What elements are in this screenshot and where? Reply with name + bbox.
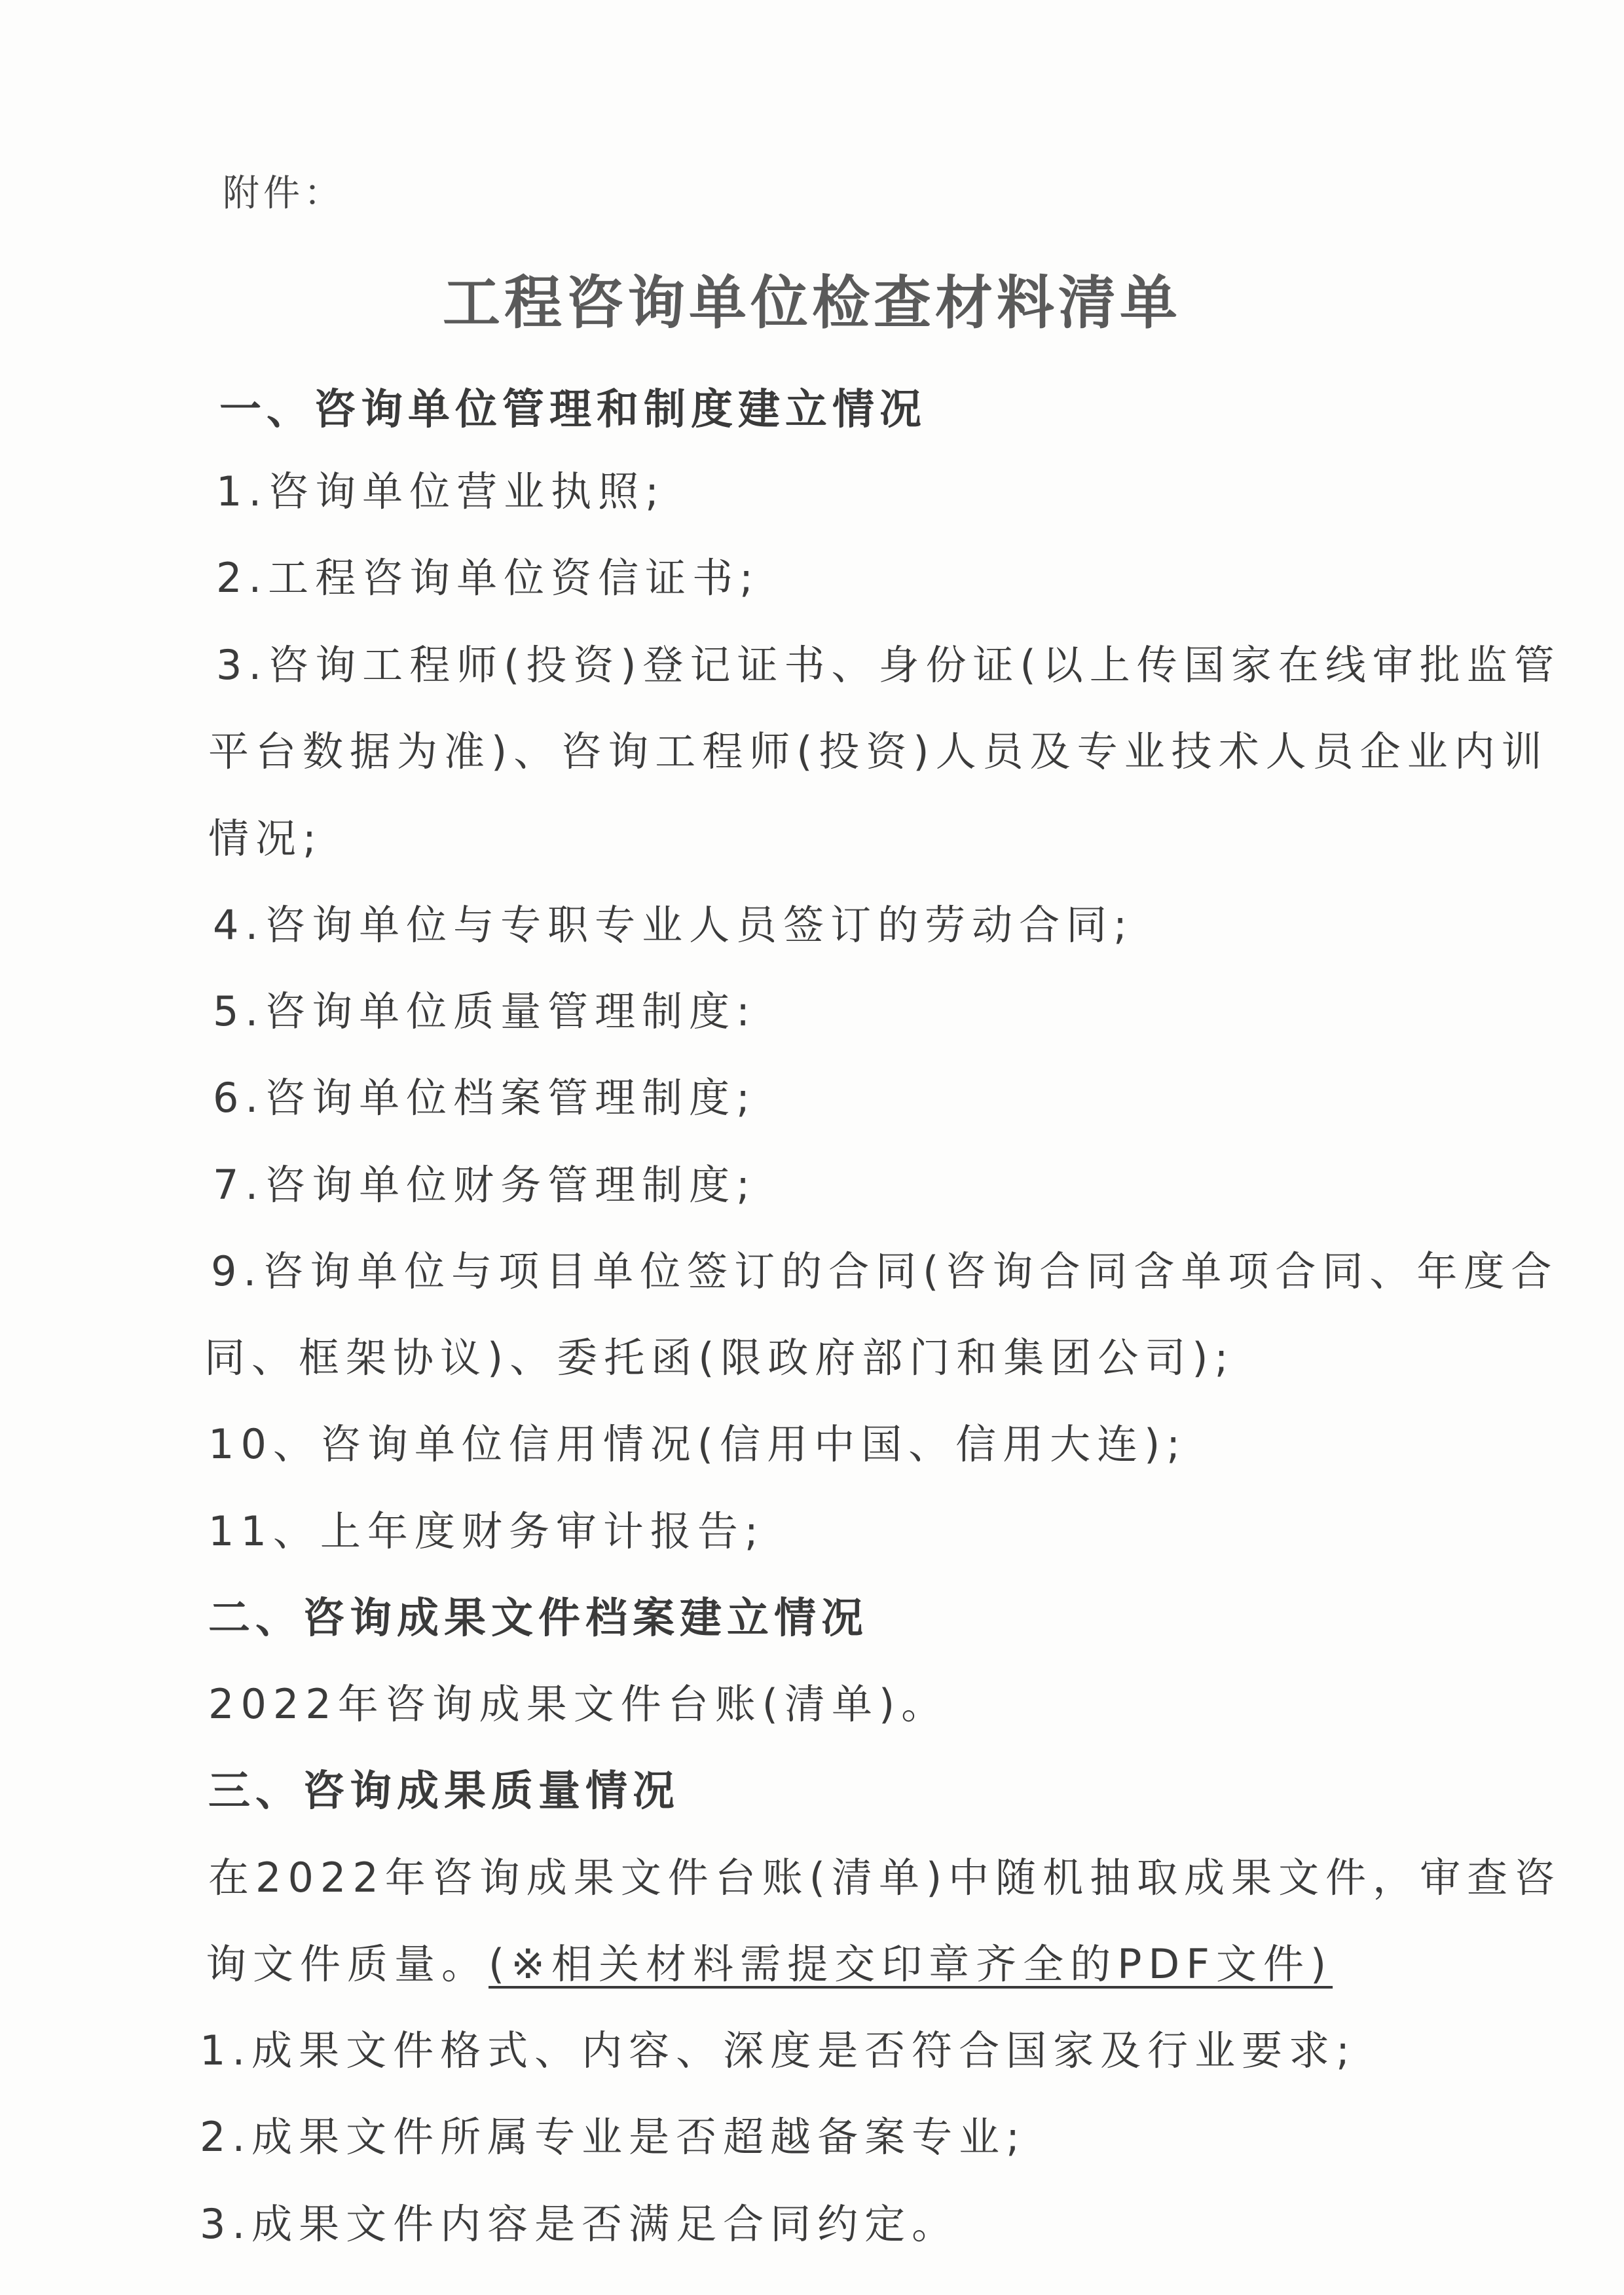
section3-intro: 在2022年咨询成果文件台账(清单)中随机抽取成果文件，审查咨 — [208, 1854, 1562, 1901]
section1-item: 9.咨询单位与项目单位签订的合同(咨询合同含单项合同、年度合 — [211, 1247, 1559, 1295]
section1-item: 情况; — [208, 815, 323, 862]
section1-item: 11、上年度财务审计报告; — [208, 1507, 765, 1555]
section1-item: 6.咨询单位档案管理制度; — [213, 1074, 757, 1122]
section1-item: 2.工程咨询单位资信证书; — [216, 554, 760, 602]
section3-item: 1.成果文件格式、内容、深度是否符合国家及行业要求; — [200, 2027, 1357, 2074]
section1-item: 1.咨询单位营业执照; — [216, 468, 666, 515]
attachment-label: 附件： — [223, 172, 344, 215]
section1-item: 10、咨询单位信用情况(信用中国、信用大连); — [208, 1420, 1187, 1468]
section1-item: 平台数据为准)、咨询工程师(投资)人员及专业技术人员企业内训 — [208, 727, 1549, 775]
document-title: 工程咨询单位检查材料清单 — [442, 268, 1181, 337]
section2-heading: 二、咨询成果文件档案建立情况 — [208, 1594, 868, 1643]
section1-item: 7.咨询单位财务管理制度; — [213, 1161, 757, 1209]
section3-item: 2.成果文件所属专业是否超越备案专业; — [200, 2113, 1027, 2161]
section3-intro-end: 询文件质量。 — [206, 1940, 489, 1988]
section1-item: 3.咨询工程师(投资)登记证书、身份证(以上传国家在线审批监管 — [216, 641, 1561, 689]
pdf-requirement-note: (※相关材料需提交印章齐全的PDF文件) — [489, 1940, 1333, 1988]
section3-intro-continued — [206, 1940, 1333, 1988]
section1-item: 同、框架协议)、委托函(限政府部门和集团公司); — [204, 1334, 1235, 1382]
section3-item: 3.成果文件内容是否满足合同约定。 — [200, 2200, 959, 2248]
section1-item: 5.咨询单位质量管理制度: — [213, 987, 757, 1035]
section2-text: 2022年咨询成果文件台账(清单)。 — [208, 1680, 949, 1728]
section3-heading: 三、咨询成果质量情况 — [208, 1767, 680, 1816]
section1-heading: 一、咨询单位管理和制度建立情况 — [219, 386, 927, 434]
section1-item: 4.咨询单位与专职专业人员签订的劳动合同; — [213, 901, 1134, 949]
